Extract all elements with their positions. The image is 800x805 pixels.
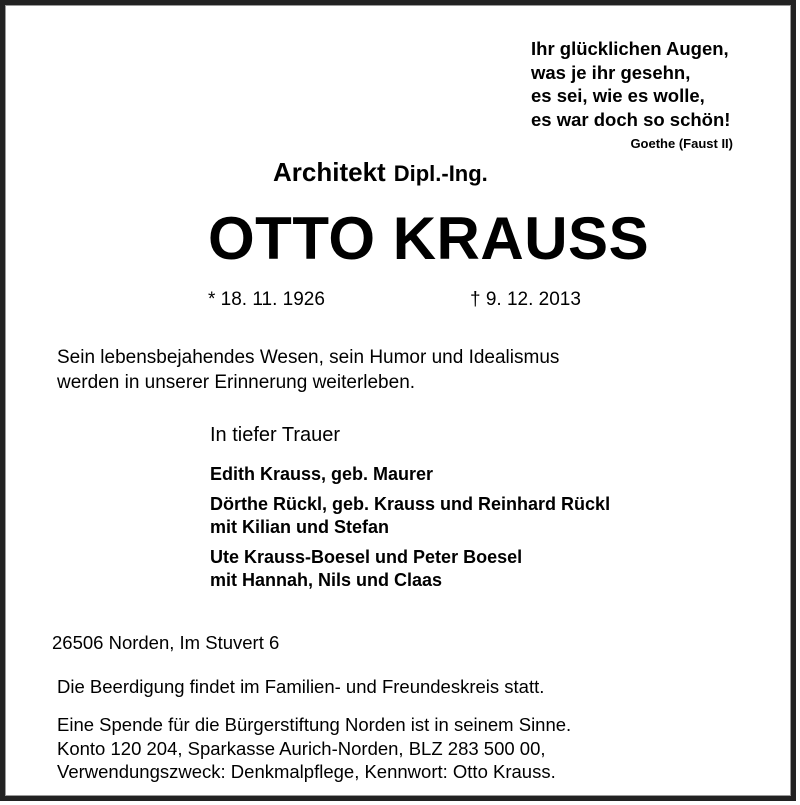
mourner-line: mit Kilian und Stefan — [210, 517, 390, 537]
profession: Architekt — [273, 157, 386, 187]
tribute-line: Sein lebensbejahendes Wesen, sein Humor und Idealismus — [57, 347, 560, 368]
family-address: 26506 Norden, Im Stuvert 6 — [52, 632, 280, 653]
donation-line: Verwendungszweck: Denkmalpflege, Kennwort: Otto Krauss. — [57, 761, 556, 782]
death-date: † 9. 12. 2013 — [470, 289, 581, 310]
donation-note — [57, 713, 571, 784]
mourner-group — [210, 463, 610, 486]
mourner-group — [210, 493, 610, 539]
quote-line: was je ihr gesehn, — [531, 61, 691, 83]
academic-degree: Dipl.-Ing. — [393, 161, 488, 186]
deceased-name: OTTO KRAUSS — [208, 205, 650, 272]
funeral-note: Die Beerdigung findet im Familien- und Freundeskreis statt. — [57, 676, 545, 697]
donation-line: Konto 120 204, Sparkasse Aurich-Norden, BLZ 283 500 00, — [57, 737, 546, 759]
tribute-line: werden in unserer Erinnerung weiterleben. — [57, 372, 416, 393]
donation-line: Eine Spende für die Bürgerstiftung Norden ist in seinem Sinne. — [57, 714, 572, 735]
mourner-line: mit Hannah, Nils und Claas — [210, 570, 443, 590]
quote-line: es sei, wie es wolle, — [531, 85, 705, 106]
tribute-text — [57, 345, 559, 395]
mourner-line: Dörthe Rückl, geb. Krauss und Reinhard Rückl — [210, 494, 611, 514]
professional-title — [273, 157, 488, 188]
birth-date: * 18. 11. 1926 — [208, 289, 325, 310]
quote-source: Goethe (Faust II) — [630, 136, 733, 151]
goethe-quote — [531, 37, 730, 131]
mourners-list — [210, 463, 610, 599]
mourner-group — [210, 546, 610, 592]
quote-line: Ihr glücklichen Augen, — [531, 38, 729, 59]
mourner-line: Ute Krauss-Boesel und Peter Boesel — [210, 547, 523, 567]
quote-line: es war doch so schön! — [531, 108, 731, 130]
mourning-heading: In tiefer Trauer — [210, 424, 341, 446]
mourner-line: Edith Krauss, geb. Maurer — [210, 464, 434, 484]
